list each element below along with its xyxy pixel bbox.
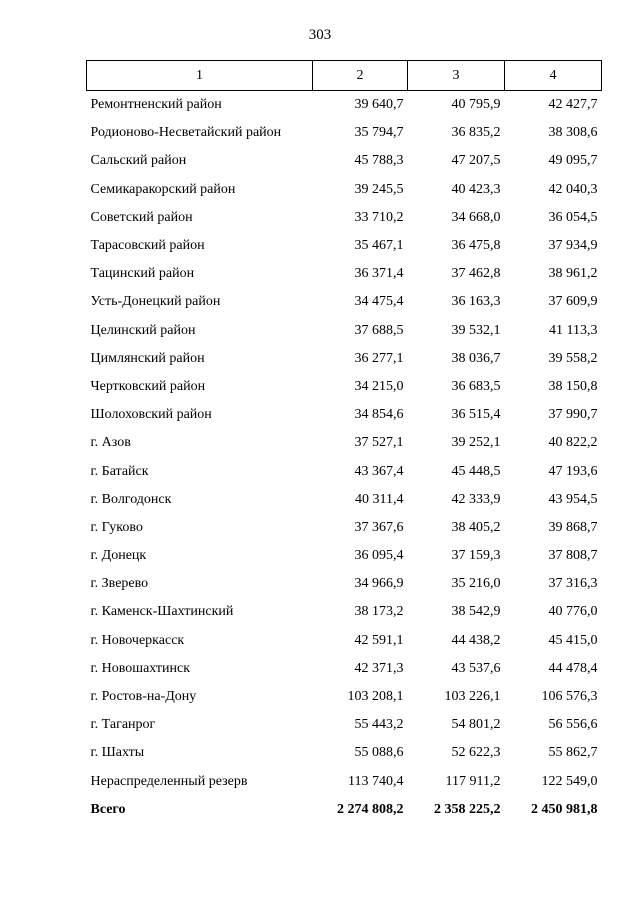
value-col-3: 44 438,2 [451, 632, 501, 648]
value-col-3: 39 252,1 [451, 435, 501, 451]
municipality-name: г. Гуково [90, 519, 143, 535]
value-col-3: 39 532,1 [451, 322, 501, 338]
municipality-name: г. Новошахтинск [90, 660, 191, 676]
municipality-name: Шолоховский район [90, 407, 212, 423]
value-col-2: 43 367,4 [354, 463, 404, 479]
municipality-name: Советский район [90, 209, 193, 225]
header-col-3: 3 [408, 61, 505, 91]
table-header [87, 61, 602, 91]
table-row [87, 457, 602, 485]
value-col-2: 34 966,9 [354, 576, 404, 592]
value-col-2: 36 095,4 [354, 548, 404, 564]
value-col-2: 33 710,2 [354, 209, 404, 225]
value-col-2: 2 274 808,2 [337, 801, 404, 817]
value-col-4: 43 954,5 [548, 491, 598, 507]
value-col-4: 44 478,4 [548, 660, 598, 676]
value-col-3: 45 448,5 [451, 463, 501, 479]
value-col-2: 34 215,0 [354, 378, 404, 394]
value-col-2: 35 467,1 [354, 238, 404, 254]
municipality-name: г. Шахты [90, 745, 145, 761]
budget-table [86, 60, 602, 824]
value-col-4: 106 576,3 [541, 689, 598, 705]
value-col-4: 55 862,7 [548, 745, 598, 761]
value-col-3: 38 405,2 [451, 519, 501, 535]
municipality-name: Чертковский район [90, 378, 206, 394]
municipality-name: г. Ростов-на-Дону [90, 689, 197, 705]
municipality-name: г. Волгодонск [90, 491, 172, 507]
table-row [87, 655, 602, 683]
value-col-4: 2 450 981,8 [531, 801, 598, 817]
municipality-name: Усть-Донецкий район [90, 294, 221, 310]
value-col-3: 52 622,3 [451, 745, 501, 761]
value-col-4: 40 776,0 [548, 604, 598, 620]
value-col-3: 2 358 225,2 [434, 801, 501, 817]
municipality-name: Тарасовский район [90, 238, 205, 254]
value-col-2: 42 591,1 [354, 632, 404, 648]
value-col-2: 45 788,3 [354, 153, 404, 169]
value-col-2: 55 443,2 [354, 717, 404, 733]
value-col-2: 35 794,7 [354, 125, 404, 141]
value-col-4: 41 113,3 [549, 322, 598, 338]
table-body [87, 91, 602, 824]
municipality-name: г. Зверево [90, 576, 149, 592]
municipality-name: Цимлянский район [90, 350, 205, 366]
value-col-3: 36 163,3 [451, 294, 501, 310]
table-row [87, 514, 602, 542]
table-row [87, 204, 602, 232]
municipality-name: Ремонтненский район [90, 97, 222, 113]
value-col-4: 38 150,8 [548, 378, 598, 394]
municipality-name: г. Новочеркасск [90, 632, 185, 648]
table-row [87, 119, 602, 147]
value-col-4: 47 193,6 [548, 463, 598, 479]
table-row [87, 542, 602, 570]
table-row [87, 683, 602, 711]
value-col-2: 37 527,1 [354, 435, 404, 451]
value-col-4: 38 308,6 [548, 125, 598, 141]
municipality-name: Родионово-Несветайский район [90, 125, 282, 141]
value-col-2: 34 475,4 [354, 294, 404, 310]
value-col-2: 103 208,1 [347, 689, 404, 705]
municipality-name: Семикаракорский район [90, 181, 236, 197]
value-col-4: 39 868,7 [548, 519, 598, 535]
table-row [87, 232, 602, 260]
table-row [87, 373, 602, 401]
table-row [87, 345, 602, 373]
value-col-3: 40 795,9 [451, 97, 501, 113]
value-col-4: 42 427,7 [548, 97, 598, 113]
municipality-name: Тацинский район [90, 266, 195, 282]
municipality-name: г. Донецк [90, 548, 147, 564]
municipality-name: г. Батайск [90, 463, 149, 479]
value-col-4: 42 040,3 [548, 181, 598, 197]
value-col-3: 38 542,9 [451, 604, 501, 620]
value-col-4: 37 316,3 [548, 576, 598, 592]
value-col-4: 39 558,2 [548, 350, 598, 366]
value-col-2: 55 088,6 [354, 745, 404, 761]
value-col-3: 42 333,9 [451, 491, 501, 507]
table-row [87, 739, 602, 767]
value-col-3: 54 801,2 [451, 717, 501, 733]
value-col-4: 56 556,6 [548, 717, 598, 733]
value-col-4: 36 054,5 [548, 209, 598, 225]
header-col-4: 4 [505, 61, 602, 91]
total-label: Всего [90, 801, 126, 817]
value-col-3: 47 207,5 [451, 153, 501, 169]
table-row [87, 570, 602, 598]
value-col-4: 37 609,9 [548, 294, 598, 310]
table-row [87, 147, 602, 175]
table-row [87, 486, 602, 514]
value-col-3: 43 537,6 [451, 660, 501, 676]
value-col-2: 34 854,6 [354, 407, 404, 423]
value-col-4: 37 808,7 [548, 548, 598, 564]
municipality-name: г. Каменск-Шахтинский [90, 604, 234, 620]
value-col-2: 37 367,6 [354, 519, 404, 535]
value-col-3: 40 423,3 [451, 181, 501, 197]
value-col-2: 113 740,4 [348, 773, 404, 789]
municipality-name: г. Азов [90, 435, 131, 451]
value-col-3: 103 226,1 [444, 689, 501, 705]
header-row [87, 61, 602, 91]
value-col-2: 40 311,4 [355, 491, 404, 507]
table-row [87, 288, 602, 316]
table-row [87, 317, 602, 345]
table-row [87, 401, 602, 429]
table-row [87, 598, 602, 626]
value-col-3: 36 835,2 [451, 125, 501, 141]
value-col-2: 42 371,3 [354, 660, 404, 676]
table-row [87, 91, 602, 120]
value-col-3: 117 911,2 [445, 773, 501, 789]
page-number: 303 [308, 27, 332, 43]
value-col-4: 38 961,2 [548, 266, 598, 282]
value-col-3: 37 462,8 [451, 266, 501, 282]
table-row [87, 260, 602, 288]
value-col-4: 37 934,9 [548, 238, 598, 254]
value-col-3: 36 515,4 [451, 407, 501, 423]
header-col-2: 2 [313, 61, 408, 91]
value-col-4: 49 095,7 [548, 153, 598, 169]
value-col-2: 36 277,1 [354, 350, 404, 366]
value-col-2: 39 245,5 [354, 181, 404, 197]
table-row [87, 711, 602, 739]
value-col-4: 40 822,2 [548, 435, 598, 451]
value-col-2: 36 371,4 [354, 266, 404, 282]
value-col-4: 45 415,0 [548, 632, 598, 648]
value-col-3: 38 036,7 [451, 350, 501, 366]
value-col-3: 37 159,3 [451, 548, 501, 564]
value-col-4: 122 549,0 [541, 773, 598, 789]
municipality-name: Нераспределенный резерв [90, 773, 248, 789]
value-col-2: 39 640,7 [354, 97, 404, 113]
value-col-3: 35 216,0 [451, 576, 501, 592]
municipality-name: Целинский район [90, 322, 196, 338]
table-row [87, 768, 602, 796]
value-col-2: 38 173,2 [354, 604, 404, 620]
value-col-4: 37 990,7 [548, 407, 598, 423]
value-col-2: 37 688,5 [354, 322, 404, 338]
total-row [87, 796, 602, 824]
municipality-name: г. Таганрог [90, 717, 156, 733]
value-col-3: 34 668,0 [451, 209, 501, 225]
value-col-3: 36 683,5 [451, 378, 501, 394]
value-col-3: 36 475,8 [451, 238, 501, 254]
municipality-name: Сальский район [90, 153, 187, 169]
table-row [87, 176, 602, 204]
header-col-1: 1 [87, 61, 313, 91]
table-row [87, 429, 602, 457]
table-row [87, 627, 602, 655]
